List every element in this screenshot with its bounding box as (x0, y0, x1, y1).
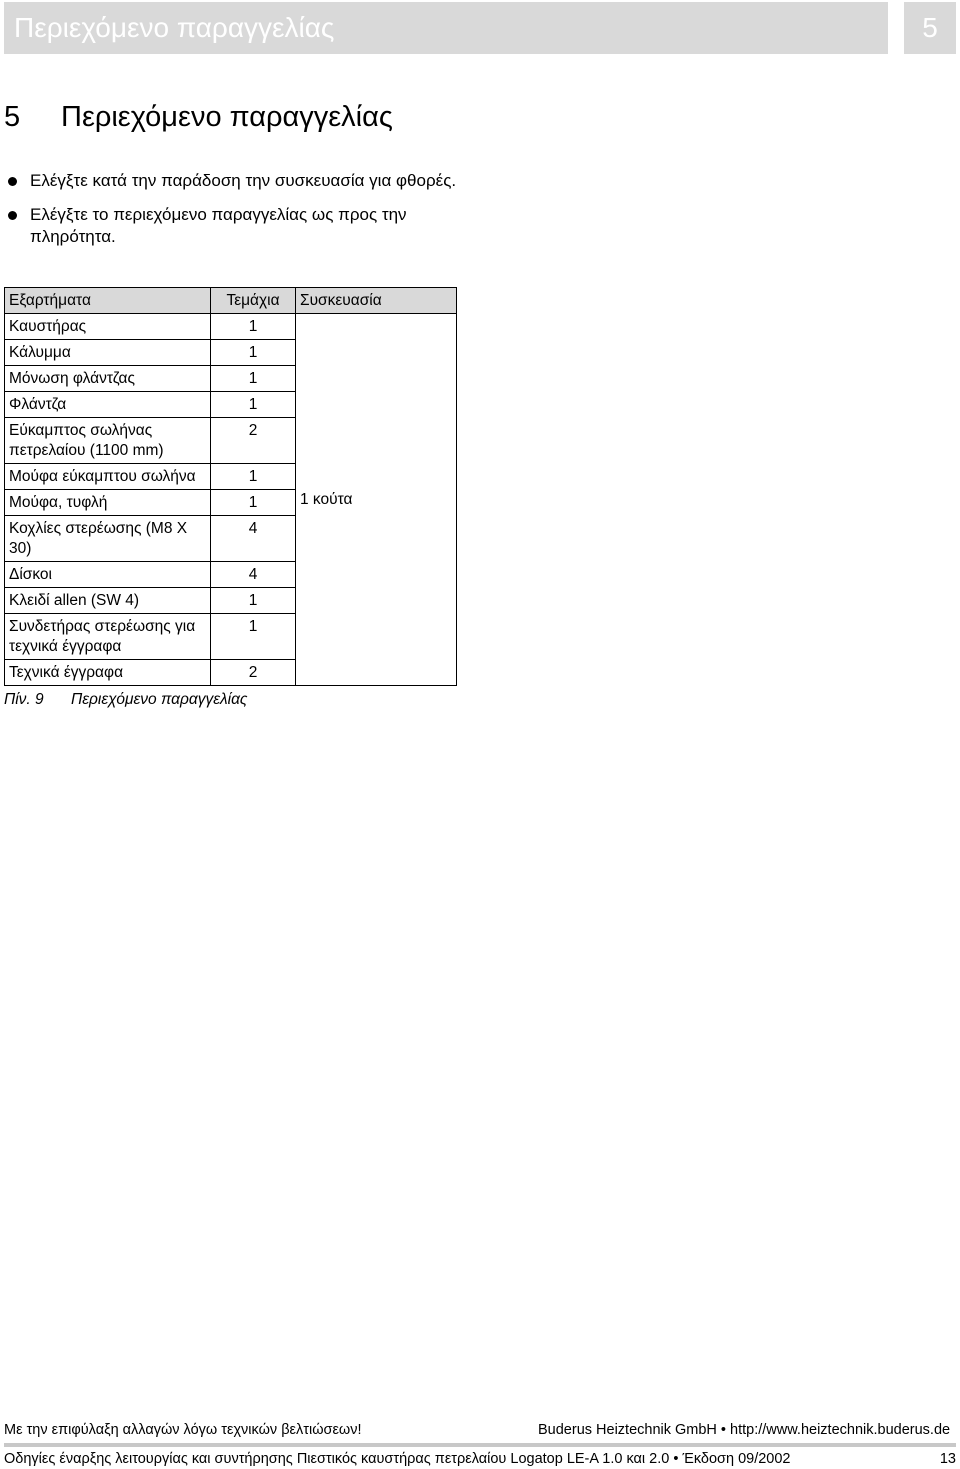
column-header-quantity: Τεμάχια (211, 288, 296, 314)
part-name: Κλειδί allen (SW 4) (5, 588, 211, 614)
part-quantity: 1 (211, 392, 296, 418)
instruction-list (4, 170, 464, 260)
footer-divider (4, 1443, 956, 1447)
part-name: Μούφα, τυφλή (5, 490, 211, 516)
footer-company: Buderus Heiztechnik GmbH • http://www.heiztechnik.buderus.de (538, 1422, 951, 1438)
page-number: 13 (939, 1451, 956, 1467)
section-title: Περιεχόμενο παραγγελίας (61, 101, 393, 133)
part-quantity: 1 (211, 490, 296, 516)
part-quantity: 2 (211, 660, 296, 686)
list-item (4, 170, 464, 192)
list-item-text: Ελέγξτε κατά την παράδοση την συσκευασία για φθορές. (30, 171, 457, 190)
section-heading (4, 99, 704, 135)
section-number: 5 (4, 101, 21, 133)
bullet-icon (8, 177, 17, 186)
part-name: Συνδετήρας στερέωσης για τεχνικά έγγραφα (5, 614, 211, 660)
list-item-text: Ελέγξτε το περιεχόμενο παραγγελίας ως προς την πληρότητα. (30, 205, 407, 246)
footer-bottom (4, 1449, 956, 1469)
header-bar (4, 2, 888, 54)
caption-label: Πίν. 9 (4, 691, 44, 708)
footer-top (4, 1420, 956, 1440)
part-name: Τεχνικά έγγραφα (5, 660, 211, 686)
footer-document-title: Οδηγίες έναρξης λειτουργίας και συντήρησης Πιεστικός καυστήρας πετρελαίου Logatop LE-A 1.0 και 2.0 • Έκδοση 09/2002 (4, 1451, 791, 1467)
table-header-row (5, 288, 457, 314)
part-name: Μούφα εύκαμπτου σωλήνα (5, 464, 211, 490)
part-name: Κάλυμμα (5, 340, 211, 366)
part-name: Καυστήρας (5, 314, 211, 340)
part-quantity: 1 (211, 588, 296, 614)
list-item (4, 204, 464, 248)
bullet-icon (8, 211, 17, 220)
part-name: Μόνωση φλάντζας (5, 366, 211, 392)
part-quantity: 1 (211, 340, 296, 366)
column-header-packaging: Συσκευασία (296, 288, 457, 314)
packaging-cell: 1 κούτα (296, 314, 457, 686)
part-name: Κοχλίες στερέωσης (M8 X 30) (5, 516, 211, 562)
part-quantity: 4 (211, 516, 296, 562)
header-title: Περιεχόμενο παραγγελίας (14, 12, 335, 43)
part-name: Φλάντζα (5, 392, 211, 418)
column-header-parts: Εξαρτήματα (5, 288, 211, 314)
part-quantity: 4 (211, 562, 296, 588)
part-quantity: 1 (211, 614, 296, 660)
part-quantity: 2 (211, 418, 296, 464)
part-quantity: 1 (211, 366, 296, 392)
part-name: Εύκαμπτος σωλήνας πετρελαίου (1100 mm) (5, 418, 211, 464)
order-contents-table (4, 287, 457, 686)
table-row (5, 314, 457, 340)
part-name: Δίσκοι (5, 562, 211, 588)
chapter-number: 5 (922, 12, 938, 43)
caption-text: Περιεχόμενο παραγγελίας (71, 691, 248, 708)
part-quantity: 1 (211, 314, 296, 340)
chapter-number-box (904, 2, 956, 54)
footer-disclaimer: Με την επιφύλαξη αλλαγών λόγω τεχνικών βελτιώσεων! (4, 1422, 362, 1438)
part-quantity: 1 (211, 464, 296, 490)
table-caption (4, 690, 247, 710)
